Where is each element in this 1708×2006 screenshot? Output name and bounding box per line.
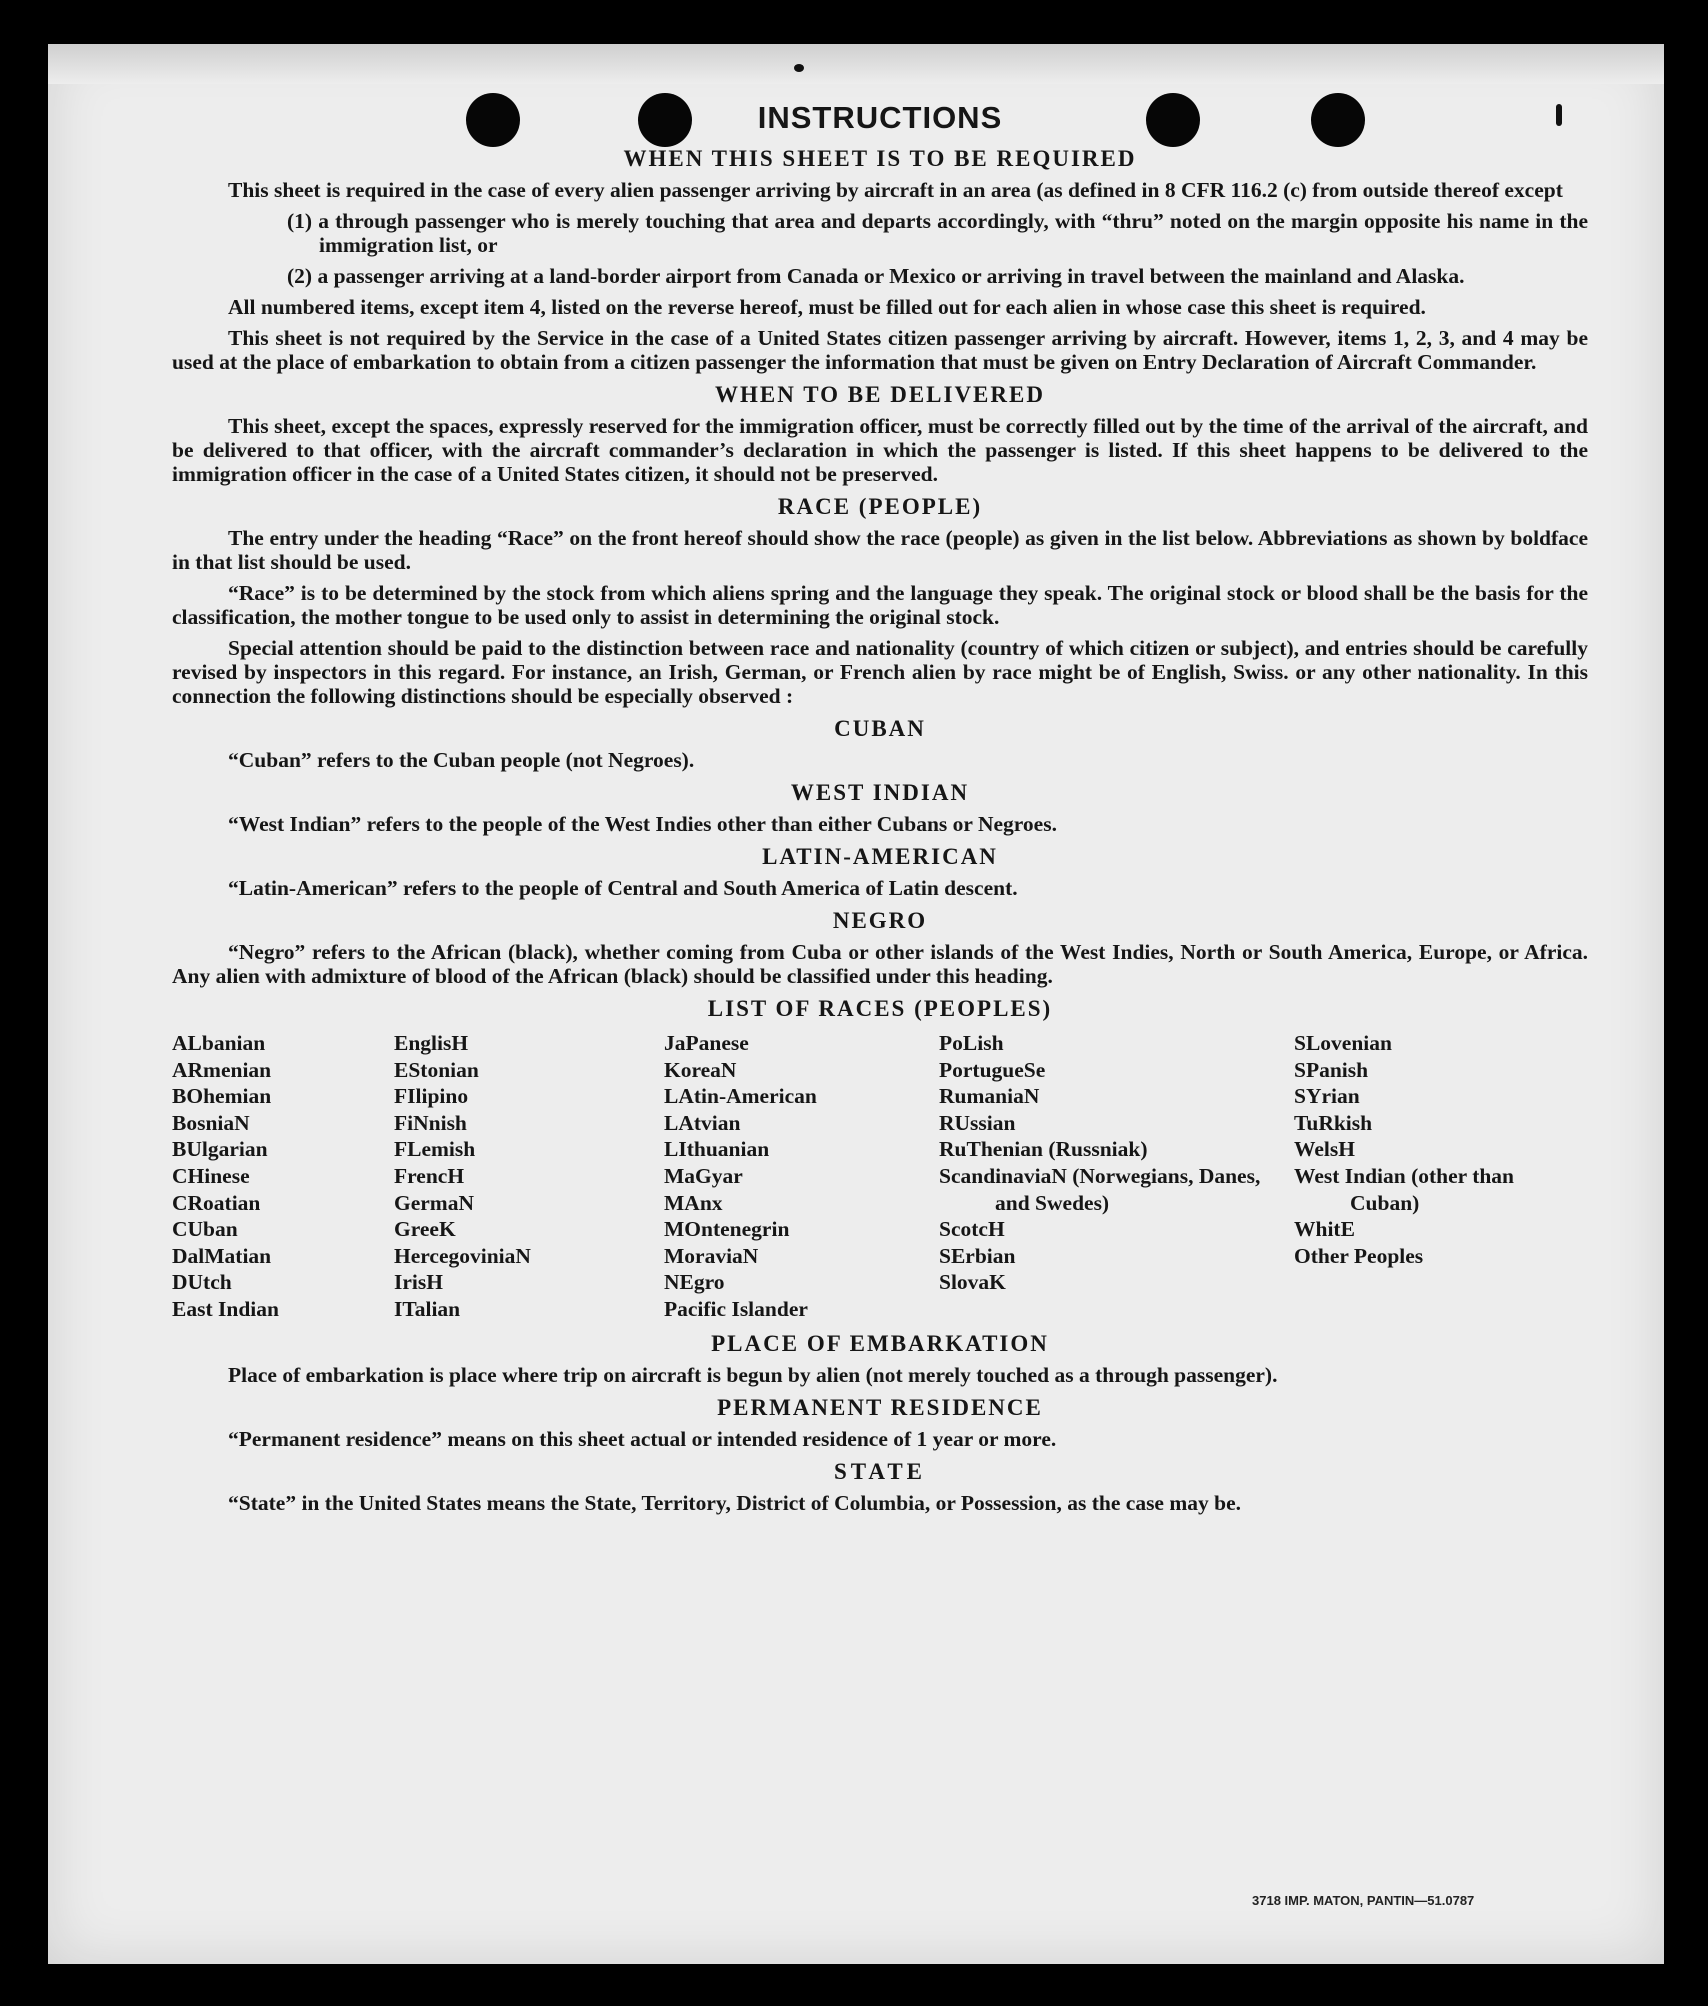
section-heading-residence: PERMANENT RESIDENCE — [717, 1394, 1043, 1420]
document-content — [172, 62, 1588, 1522]
race-entry: HercegoviniaN — [394, 1243, 531, 1268]
race-entry: MAnx — [664, 1190, 723, 1215]
paragraph: “Latin-American” refers to the people of Central and South America of Latin descent. — [228, 876, 1018, 900]
race-entry: RUssian — [939, 1110, 1016, 1135]
section-heading-state: STATE — [833, 1458, 926, 1484]
race-entry: PortugueSe — [939, 1057, 1046, 1082]
race-entry: DUtch — [172, 1270, 232, 1295]
race-entry: ITalian — [394, 1296, 461, 1321]
race-column — [172, 1030, 394, 1323]
race-entry: BOhemian — [172, 1084, 272, 1109]
paragraph: All numbered items, except item 4, listed on the reverse hereof, must be filled out for each alien in whose case this sheet is required. — [228, 295, 1426, 319]
race-entry: EStonian — [394, 1057, 479, 1082]
race-entry: ALbanian — [172, 1031, 266, 1055]
race-entry: SErbian — [939, 1243, 1016, 1268]
paragraph: Special attention should be paid to the distinction between race and nationality (country of which citizen or subject), and entries should be carefully revised by inspectors in this regard. For instance, an Irish, German, or French alien by race might be of English, Swiss. or any other nationality. In this connection the following distinctions should be especially observed : — [172, 636, 1588, 708]
race-entry: LIthuanian — [664, 1137, 770, 1162]
race-entry: ScotcH — [939, 1217, 1005, 1242]
list-item: (2) a passenger arriving at a land-border airport from Canada or Mexico or arriving in travel between the mainland and Alaska. — [287, 264, 1465, 288]
race-entry: RumaniaN — [939, 1084, 1040, 1109]
race-entry: JaPanese — [664, 1031, 749, 1055]
paragraph: The entry under the heading “Race” on the front hereof should show the race (people) as given in the list below. Abbreviations as shown by boldface in that list should be used. — [172, 526, 1588, 574]
race-entry: ScandinaviaN (Norwegians, Danes, and Swedes) — [939, 1163, 1261, 1215]
paragraph: “Permanent residence” means on this sheet actual or intended residence of 1 year or more. — [228, 1426, 1057, 1451]
race-entry: EnglisH — [394, 1031, 469, 1055]
race-column — [939, 1030, 1294, 1323]
race-entry: FrencH — [394, 1163, 465, 1188]
race-column — [664, 1030, 939, 1323]
race-entry: DalMatian — [172, 1243, 272, 1268]
section-heading-list-of-races: LIST OF RACES (PEOPLES) — [707, 996, 1053, 1021]
race-column — [394, 1030, 664, 1323]
race-entry: LAtvian — [664, 1110, 741, 1135]
race-entry: IrisH — [394, 1270, 443, 1295]
section-heading-embarkation: PLACE OF EMBARKATION — [711, 1330, 1049, 1356]
paragraph: “Cuban” refers to the Cuban people (not Negroes). — [228, 748, 695, 772]
section-heading-delivered: WHEN TO BE DELIVERED — [715, 382, 1045, 407]
print-code: 3718 IMP. MATON, PANTIN—51.0787 — [1252, 1893, 1475, 1908]
race-entry: KoreaN — [664, 1057, 737, 1082]
paragraph: “State” in the United States means the State, Territory, District of Columbia, or Possession, as the case may be. — [228, 1490, 1242, 1515]
paragraph: Place of embarkation is place where trip on aircraft is begun by alien (not merely touched as a through passenger). — [228, 1362, 1278, 1387]
race-entry: GreeK — [394, 1217, 456, 1242]
race-entry: FIlipino — [394, 1084, 469, 1109]
paragraph: This sheet is not required by the Service in the case of a United States citizen passenger arriving by aircraft. However, items 1, 2, 3, and 4 may be used at the place of embarkation to obtain from a citizen passenger the information that must be given on Entry Declaration of Aircraft Commander. — [172, 326, 1588, 374]
section-heading-latin-american: LATIN-AMERICAN — [762, 844, 998, 869]
race-entry: SlovaK — [939, 1270, 1006, 1295]
race-entry: MaGyar — [664, 1163, 743, 1188]
race-entry: BUlgarian — [172, 1137, 268, 1162]
list-item: (1) a through passenger who is merely touching that area and departs accordingly, with “thru” noted on the margin opposite his name in the immigration list, or — [287, 209, 1588, 257]
race-entry: PoLish — [939, 1031, 1004, 1055]
race-entry: RuThenian (Russniak) — [939, 1137, 1148, 1162]
race-entry: LAtin-American — [664, 1084, 817, 1109]
paragraph: “West Indian” refers to the people of the West Indies other than either Cubans or Negroes. — [228, 812, 1057, 836]
race-entry: CUban — [172, 1217, 238, 1242]
race-entry: West Indian (other than Cuban) — [1294, 1163, 1515, 1215]
paragraph: “Negro” refers to the African (black), whether coming from Cuba or other islands of the West Indies, North or South America, Europe, or Africa. Any alien with admixture of blood of the African (black) should be classified under this heading. — [172, 940, 1588, 988]
race-entry: FiNnish — [394, 1110, 467, 1135]
section-heading-cuban: CUBAN — [834, 716, 926, 741]
section-heading-required: WHEN THIS SHEET IS TO BE REQUIRED — [623, 146, 1137, 171]
race-entry: BosniaN — [172, 1110, 250, 1135]
paragraph: “Race” is to be determined by the stock from which aliens spring and the language they speak. The original stock or blood shall be the basis for the classification, the mother tongue to be used only to assist in determining the original stock. — [172, 581, 1588, 629]
race-entry: GermaN — [394, 1190, 474, 1215]
race-column — [1294, 1030, 1588, 1323]
race-entry: CRoatian — [172, 1190, 261, 1215]
race-entry: MoraviaN — [664, 1243, 759, 1268]
race-entry: SYrian — [1294, 1084, 1360, 1109]
race-entry: WhitE — [1294, 1217, 1355, 1242]
race-list — [172, 1030, 1588, 1323]
race-entry: Pacific Islander — [664, 1296, 808, 1321]
race-entry: CHinese — [172, 1163, 250, 1188]
race-entry: MOntenegrin — [664, 1217, 790, 1242]
section-heading-west-indian: WEST INDIAN — [790, 780, 970, 805]
paragraph: This sheet, except the spaces, expressly reserved for the immigration officer, must be correctly filled out by the time of the arrival of the aircraft, and be delivered to that officer, with the aircraft commander’s declaration in which the passenger is listed. If this sheet happens to be delivered to the immigration officer in the case of a United States citizen, it should not be preserved. — [172, 414, 1588, 486]
race-entry: FLemish — [394, 1137, 476, 1162]
race-entry: WelsH — [1294, 1137, 1355, 1162]
section-heading-race: RACE (PEOPLE) — [777, 494, 983, 519]
section-heading-negro: NEGRO — [832, 908, 928, 933]
race-entry: Other Peoples — [1294, 1243, 1424, 1268]
race-entry: ARmenian — [172, 1057, 272, 1082]
race-entry: East Indian — [172, 1296, 279, 1321]
paragraph: This sheet is required in the case of every alien passenger arriving by aircraft in an area (as defined in 8 CFR 116.2 (c) from outside thereof except — [228, 178, 1563, 202]
race-entry: TuRkish — [1294, 1110, 1373, 1135]
page-title: INSTRUCTIONS — [757, 100, 1003, 135]
race-entry: NEgro — [664, 1270, 725, 1295]
race-entry: SLovenian — [1294, 1031, 1392, 1055]
race-entry: SPanish — [1294, 1057, 1369, 1082]
